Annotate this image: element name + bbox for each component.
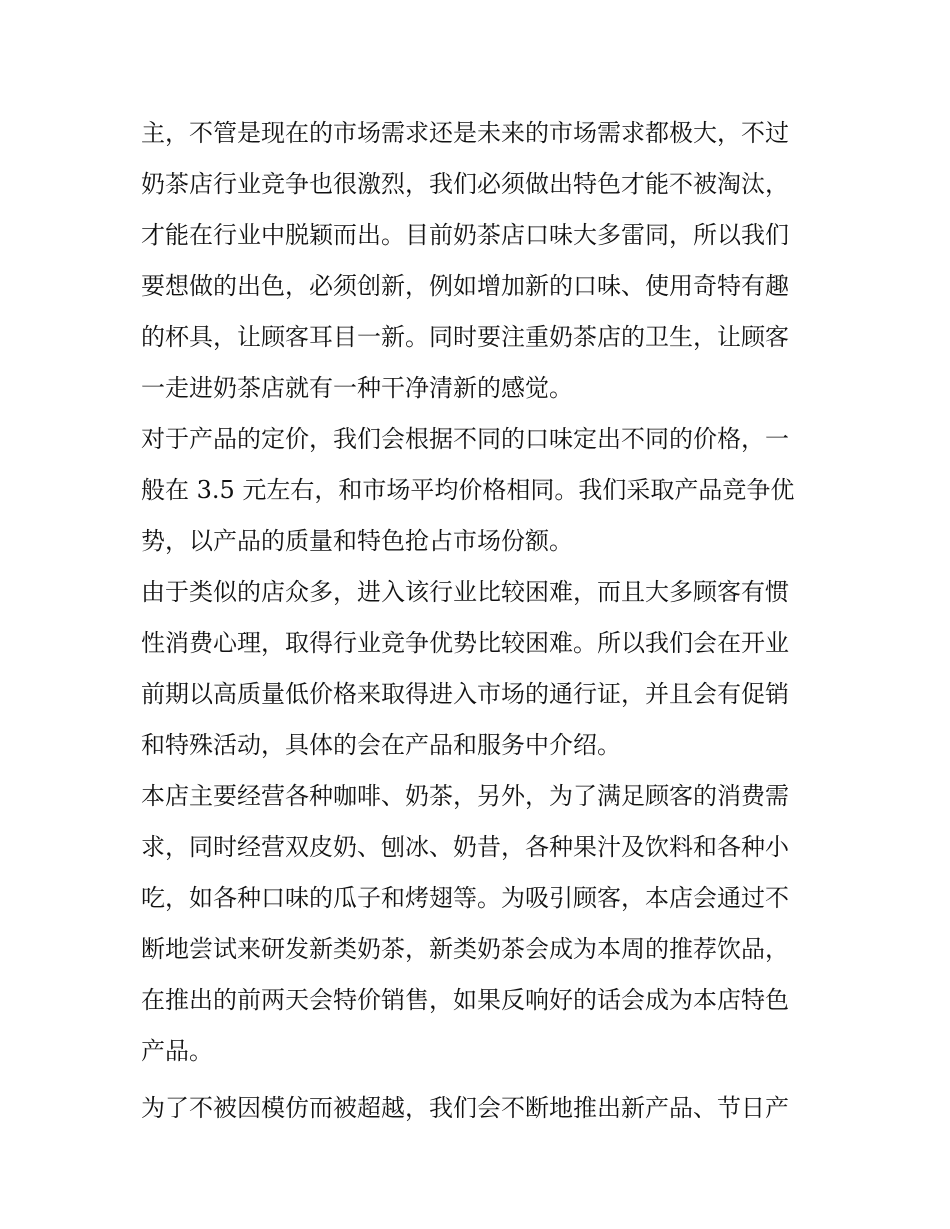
text-line: 一走进奶茶店就有一种干净清新的感觉。: [141, 374, 573, 402]
text-line: 的杯具，让顾客耳目一新。同时要注重奶茶店的卫生，让顾客: [141, 323, 789, 351]
paragraph-competition: [141, 567, 821, 771]
text-line: 般在 3.5 元左右，和市场平均价格相同。我们采取产品竞争优: [141, 476, 795, 504]
document-body: [141, 108, 821, 1134]
paragraph-market-demand: [141, 108, 821, 414]
text-line: 由于类似的店众多，进入该行业比较困难，而且大多顾客有惯: [141, 578, 789, 606]
text-line: 对于产品的定价，我们会根据不同的口味定出不同的价格，一: [141, 425, 789, 453]
text-line: 本店主要经营各种咖啡、奶茶，另外，为了满足顾客的消费需: [141, 782, 789, 810]
text-line: 求，同时经营双皮奶、刨冰、奶昔，各种果汁及饮料和各种小: [141, 833, 789, 861]
text-line: 要想做的出色，必须创新，例如增加新的口味、使用奇特有趣: [141, 272, 789, 300]
text-line: 势，以产品的质量和特色抢占市场份额。: [141, 527, 573, 555]
text-line: 产品。: [141, 1037, 213, 1065]
text-line: 主，不管是现在的市场需求还是未来的市场需求都极大，不过: [141, 119, 789, 147]
text-line: 吃，如各种口味的瓜子和烤翅等。为吸引顾客，本店会通过不: [141, 884, 789, 912]
text-line: 为了不被因模仿而被超越，我们会不断地推出新产品、节日产: [141, 1094, 789, 1122]
text-line: 和特殊活动，具体的会在产品和服务中介绍。: [141, 731, 621, 759]
text-line: 在推出的前两天会特价销售，如果反响好的话会成为本店特色: [141, 986, 789, 1014]
paragraph-innovation: [141, 1083, 821, 1134]
paragraph-products: [141, 771, 821, 1077]
text-line: 性消费心理，取得行业竞争优势比较困难。所以我们会在开业: [141, 629, 789, 657]
text-line: 断地尝试来研发新类奶茶，新类奶茶会成为本周的推荐饮品，: [141, 935, 789, 963]
text-line: 前期以高质量低价格来取得进入市场的通行证，并且会有促销: [141, 680, 789, 708]
text-line: 才能在行业中脱颖而出。目前奶茶店口味大多雷同，所以我们: [141, 221, 789, 249]
text-line: 奶茶店行业竞争也很激烈，我们必须做出特色才能不被淘汰，: [141, 170, 789, 198]
paragraph-pricing: [141, 414, 821, 567]
